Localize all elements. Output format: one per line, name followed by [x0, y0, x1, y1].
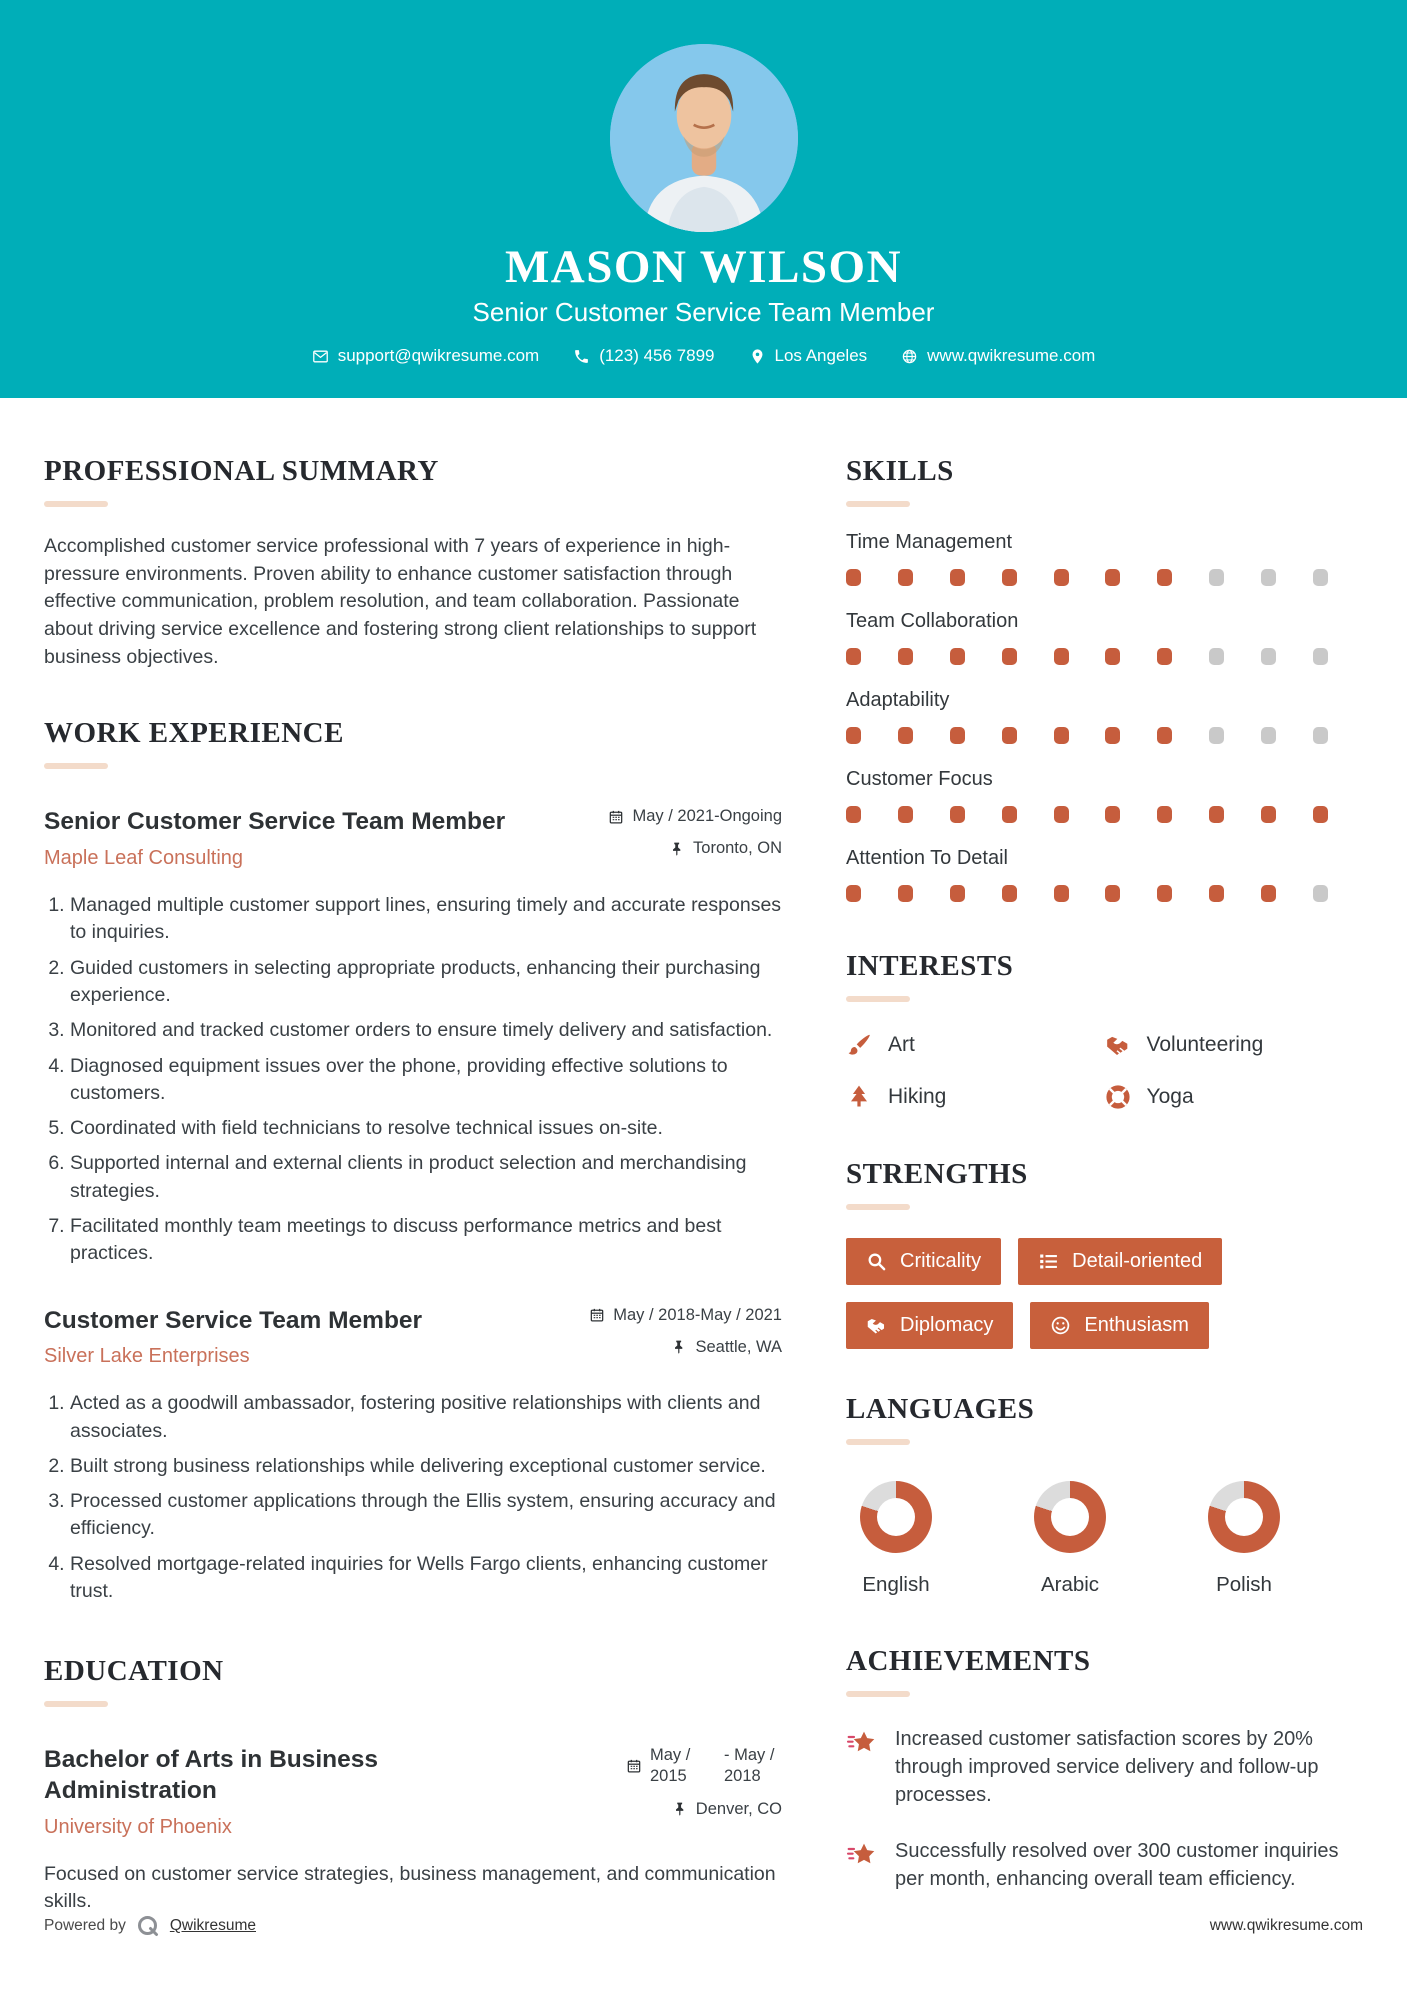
strength-label: Enthusiasm	[1084, 1314, 1189, 1336]
rating-dot-filled	[1157, 727, 1172, 744]
strength-badge	[846, 1238, 1001, 1285]
rating-dot-filled	[1002, 806, 1017, 823]
candidate-name: MASON WILSON	[504, 241, 903, 293]
rating-dot-filled	[846, 569, 861, 586]
skill-rating-dots	[846, 569, 1328, 586]
rating-dot-empty	[1209, 727, 1224, 744]
phone-icon	[573, 348, 590, 365]
footer-site-link[interactable]: www.qwikresume.com	[1209, 1917, 1363, 1934]
section-title-interests: INTERESTS	[846, 950, 1363, 1002]
rating-dot-empty	[1209, 569, 1224, 586]
interest-item	[846, 1084, 1105, 1110]
skill-rating-dots	[846, 727, 1328, 744]
rating-dot-filled	[1105, 885, 1120, 902]
language-label: English	[862, 1573, 930, 1596]
job-bullet: 7. Facilitated monthly team meetings to discuss performance metrics and best practices.	[70, 1213, 782, 1268]
section-title-summary: PROFESSIONAL SUMMARY	[44, 455, 782, 507]
language-donut-chart	[860, 1481, 932, 1553]
rating-dot-filled	[1209, 885, 1224, 902]
education-location: Denver, CO	[626, 1800, 782, 1819]
degree-title: Bachelor of Arts in Business Administration	[44, 1746, 379, 1804]
rating-dot-filled	[1157, 806, 1172, 823]
strength-label: Diplomacy	[900, 1314, 994, 1336]
brand-link[interactable]: Qwikresume	[169, 1917, 256, 1934]
paintbrush-icon	[846, 1032, 872, 1058]
rating-dot-filled	[1105, 569, 1120, 586]
achievement-item	[846, 1725, 1363, 1809]
rating-dot-filled	[1157, 885, 1172, 902]
rating-dot-filled	[950, 569, 965, 586]
school-name: University of Phoenix	[44, 1815, 232, 1838]
section-title-skills: SKILLS	[846, 455, 1363, 507]
rating-dot-filled	[898, 648, 913, 665]
skill-name: Team Collaboration	[846, 610, 1019, 632]
contact-text: (123) 456 7899	[599, 346, 715, 365]
page-footer	[44, 1914, 1363, 1938]
rating-dot-filled	[1261, 885, 1276, 902]
rating-dot-filled	[950, 885, 965, 902]
rating-dot-filled	[950, 648, 965, 665]
job-bullets	[44, 892, 782, 1268]
strength-badge	[1018, 1238, 1222, 1285]
language-label: Arabic	[1040, 1573, 1100, 1596]
section-title-strengths: STRENGTHS	[846, 1158, 1363, 1210]
skill-name: Customer Focus	[846, 768, 993, 790]
rating-dot-empty	[1313, 885, 1328, 902]
strength-badge	[1030, 1302, 1209, 1349]
map-marker-icon	[749, 348, 766, 365]
contact-item[interactable]	[573, 346, 714, 366]
avatar	[610, 44, 798, 232]
interest-label: Art	[888, 1033, 915, 1056]
contact-text: www.qwikresume.com	[927, 346, 1096, 365]
rating-dot-filled	[1002, 569, 1017, 586]
education-description: Focused on customer service strategies, business management, and communication skills.	[44, 1862, 776, 1913]
powered-by	[44, 1914, 256, 1938]
education-date-end: - May / 2018	[724, 1746, 775, 1785]
skill-name: Attention To Detail	[846, 847, 1008, 869]
section-title-achievements: ACHIEVEMENTS	[846, 1645, 1363, 1697]
rating-dot-filled	[1105, 806, 1120, 823]
rating-dot-filled	[1105, 727, 1120, 744]
job-bullet: 2. Guided customers in selecting appropriate products, enhancing their purchasing experience.	[70, 955, 782, 1010]
skill-rating-dots	[846, 806, 1328, 823]
rating-dot-filled	[846, 885, 861, 902]
job-location: Toronto, ON	[608, 839, 782, 858]
rating-dot-filled	[1054, 569, 1069, 586]
contact-row	[0, 346, 1407, 366]
interest-item	[846, 1032, 1105, 1058]
language-item	[860, 1481, 932, 1597]
strength-label: Detail-oriented	[1072, 1250, 1203, 1272]
job-bullet: 4. Resolved mortgage-related inquiries for Wells Fargo clients, enhancing customer trust.	[70, 1551, 782, 1606]
skill-item	[846, 768, 1363, 823]
interests-list	[846, 1032, 1363, 1110]
jobs-list	[44, 807, 782, 1605]
rating-dot-empty	[1261, 569, 1276, 586]
globe-icon	[901, 348, 918, 365]
calendar-icon	[608, 809, 624, 825]
skill-rating-dots	[846, 648, 1328, 665]
section-title-education: EDUCATION	[44, 1655, 782, 1707]
rating-dot-filled	[898, 806, 913, 823]
interest-item	[1105, 1084, 1364, 1110]
language-donut-chart	[1208, 1481, 1280, 1553]
job-company: Silver Lake Enterprises	[44, 1345, 250, 1368]
contact-item[interactable]	[312, 346, 540, 366]
job-title: Customer Service Team Member	[44, 1306, 423, 1334]
resume-body	[0, 398, 1407, 1916]
skill-item	[846, 531, 1363, 586]
rating-dot-filled	[846, 727, 861, 744]
achievement-item	[846, 1837, 1363, 1893]
strength-badge	[846, 1302, 1013, 1349]
rating-dot-filled	[1209, 806, 1224, 823]
contact-text: Los Angeles	[774, 346, 868, 365]
powered-by-label: Powered by	[44, 1917, 126, 1934]
language-item	[1034, 1481, 1106, 1597]
skill-name: Adaptability	[846, 689, 950, 711]
calendar-icon	[589, 1307, 605, 1323]
job-bullet: 5. Coordinated with field technicians to resolve technical issues on-site.	[70, 1115, 782, 1142]
rating-dot-filled	[1157, 569, 1172, 586]
envelope-icon	[312, 348, 329, 365]
magnifier-icon	[866, 1251, 887, 1272]
job-date: May / 2018-May / 2021	[589, 1306, 782, 1325]
rating-dot-empty	[1209, 648, 1224, 665]
job-bullet: 3. Monitored and tracked customer orders to ensure timely delivery and satisfaction.	[70, 1017, 782, 1044]
skill-rating-dots	[846, 885, 1328, 902]
language-item	[1208, 1481, 1280, 1597]
education-entry	[44, 1745, 782, 1916]
rating-dot-filled	[846, 648, 861, 665]
job-bullets	[44, 1390, 782, 1605]
candidate-job-title: Senior Customer Service Team Member	[472, 297, 935, 327]
rating-dot-empty	[1313, 648, 1328, 665]
profile-photo	[610, 44, 798, 232]
rating-dot-filled	[1261, 806, 1276, 823]
calendar-icon	[626, 1758, 642, 1774]
smiley-icon	[1050, 1315, 1071, 1336]
right-column	[846, 398, 1363, 1916]
interest-label: Yoga	[1146, 1085, 1194, 1108]
left-column	[44, 398, 782, 1916]
rating-dot-filled	[1002, 648, 1017, 665]
skills-list	[846, 531, 1363, 902]
job-date: May / 2021-Ongoing	[608, 807, 782, 826]
skill-item	[846, 689, 1363, 744]
strengths-list	[846, 1238, 1363, 1349]
interest-item	[1105, 1032, 1364, 1058]
pin-icon	[671, 1339, 687, 1355]
skill-item	[846, 847, 1363, 902]
job-bullet: 4. Diagnosed equipment issues over the phone, providing effective solutions to customers.	[70, 1053, 782, 1108]
pin-icon	[669, 841, 685, 857]
strength-label: Criticality	[900, 1250, 982, 1272]
skill-name: Time Management	[846, 531, 1012, 553]
header-banner	[0, 0, 1407, 398]
rating-dot-filled	[898, 727, 913, 744]
languages-list	[846, 1481, 1363, 1597]
rating-dot-filled	[1054, 648, 1069, 665]
interest-label: Hiking	[888, 1085, 947, 1108]
rating-dot-filled	[950, 727, 965, 744]
rating-dot-filled	[898, 885, 913, 902]
job-bullet: 1. Managed multiple customer support lines, ensuring timely and accurate responses to inquiries.	[70, 892, 782, 947]
rating-dot-filled	[1157, 648, 1172, 665]
rating-dot-filled	[1002, 885, 1017, 902]
rating-dot-filled	[1313, 806, 1328, 823]
job-location: Seattle, WA	[589, 1338, 782, 1357]
pin-icon	[672, 1801, 688, 1817]
rating-dot-filled	[1054, 727, 1069, 744]
achievement-text: Increased customer satisfaction scores by 20% through improved service delivery and follow-up processes.	[895, 1728, 1319, 1806]
job-bullet: 6. Supported internal and external clients in product selection and merchandising strategies.	[70, 1150, 782, 1205]
lifebuoy-icon	[1105, 1084, 1131, 1110]
list-icon	[1038, 1251, 1059, 1272]
handshake-icon	[1105, 1032, 1131, 1058]
rating-dot-filled	[1054, 885, 1069, 902]
contact-item[interactable]	[749, 346, 868, 366]
rating-dot-empty	[1261, 648, 1276, 665]
job-company: Maple Leaf Consulting	[44, 847, 244, 870]
rating-dot-filled	[898, 569, 913, 586]
rating-dot-empty	[1261, 727, 1276, 744]
achievements-list	[846, 1725, 1363, 1893]
rating-dot-empty	[1313, 727, 1328, 744]
education-dates	[626, 1745, 782, 1786]
shooting-star-icon	[846, 1839, 878, 1871]
job-bullet: 2. Built strong business relationships while delivering exceptional customer service.	[70, 1453, 782, 1480]
summary-text: Accomplished customer service professional with 7 years of experience in high-pressure environments. Proven ability to enhance customer satisfaction through effective communication, problem resolution, and team collaboration. Passionate about driving service excellence and fostering strong client relationships to support business objectives.	[44, 535, 757, 668]
achievement-text: Successfully resolved over 300 customer inquiries per month, enhancing overall team efficiency.	[895, 1840, 1339, 1890]
tree-icon	[846, 1084, 872, 1110]
skill-item	[846, 610, 1363, 665]
language-donut-chart	[1034, 1481, 1106, 1553]
rating-dot-filled	[846, 806, 861, 823]
contact-text: support@qwikresume.com	[337, 346, 540, 365]
education-date-start: May / 2015	[650, 1746, 691, 1785]
rating-dot-filled	[1105, 648, 1120, 665]
job-bullet: 1. Acted as a goodwill ambassador, fostering positive relationships with clients and associates.	[70, 1390, 782, 1445]
rating-dot-filled	[950, 806, 965, 823]
job-entry	[44, 807, 782, 1267]
contact-item[interactable]	[901, 346, 1095, 366]
interest-label: Volunteering	[1146, 1033, 1264, 1056]
rating-dot-filled	[1054, 806, 1069, 823]
section-title-work: WORK EXPERIENCE	[44, 717, 782, 769]
job-bullet: 3. Processed customer applications through the Ellis system, ensuring accuracy and efficiency.	[70, 1488, 782, 1543]
shooting-star-icon	[846, 1727, 878, 1759]
language-label: Polish	[1216, 1573, 1272, 1596]
job-entry	[44, 1306, 782, 1606]
job-title: Senior Customer Service Team Member	[44, 808, 506, 836]
rating-dot-empty	[1313, 569, 1328, 586]
rating-dot-filled	[1002, 727, 1017, 744]
q-logo-icon	[136, 1914, 160, 1938]
handshake-icon	[866, 1315, 887, 1336]
section-title-languages: LANGUAGES	[846, 1393, 1363, 1445]
